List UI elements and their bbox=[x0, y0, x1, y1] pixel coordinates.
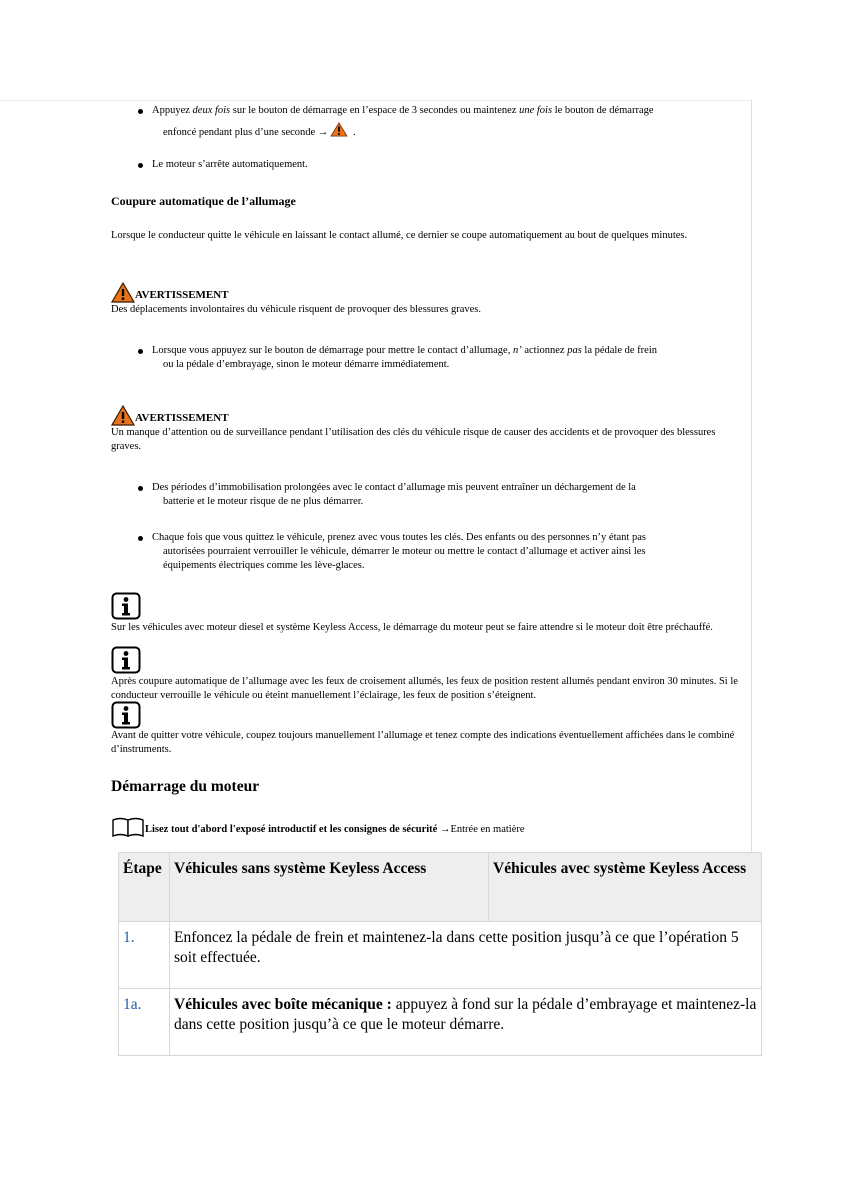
list-item: Appuyez deux fois sur le bouton de démarrage en l’espace de 3 secondes ou maintenez une fois le bouton de démarrage enfoncé pendant plus d’une seconde → . bbox=[138, 104, 752, 140]
info-icon bbox=[111, 701, 141, 729]
page-right-divider bbox=[751, 100, 752, 852]
note-text: Après coupure automatique de l’allumage avec les feux de croisement allumés, les feux de position restent allumés pendant environ 30 minutes. Si le conducteur verrouille le véhicule ou éteint manuellement l’éclairage, les feux de position s’éteignent. bbox=[111, 676, 738, 701]
warning-triangle-icon bbox=[330, 122, 348, 137]
table-header-row bbox=[119, 853, 762, 922]
step-number: 1. bbox=[119, 922, 170, 989]
table-row bbox=[119, 989, 762, 1056]
table-row bbox=[119, 922, 762, 989]
warning-block bbox=[111, 282, 741, 317]
list-item: Lorsque vous appuyez sur le bouton de démarrage pour mettre le contact d’allumage, n’ actionnez pas la pédale de frein ou la pédale d’embrayage, sinon le moteur démarre immédiatement. bbox=[138, 344, 752, 372]
warning-text: Un manque d’attention ou de surveillance pendant l’utilisation des clés du véhicule risque de causer des accidents et de provoquer des blessures graves. bbox=[111, 427, 716, 452]
list-item: Chaque fois que vous quittez le véhicule, prenez avec vous toutes les clés. Des enfants ou des personnes n’y étant pas autorisées pourraient verrouiller le véhicule, démarrer le moteur ou mettre le contact d’allumage et activer ainsi les équipements électriques comme les lève-glaces. bbox=[138, 531, 752, 573]
intro-line: Lisez tout d'abord l'exposé introductif et les consignes de sécurité →Entrée en matière bbox=[111, 817, 741, 837]
step-text: Véhicules avec boîte mécanique : appuyez à fond sur la pédale d’embrayage et maintenez-la dans cette position jusqu’à ce que le moteur démarre. bbox=[170, 989, 762, 1056]
list-item: Le moteur s’arrête automatiquement. bbox=[138, 158, 752, 172]
warning-triangle-icon bbox=[111, 282, 135, 303]
section-heading: Démarrage du moteur bbox=[111, 778, 260, 795]
info-icon bbox=[111, 646, 141, 674]
warning-title: AVERTISSEMENT bbox=[135, 412, 229, 424]
warning-title: AVERTISSEMENT bbox=[135, 289, 229, 301]
note-text: Sur les véhicules avec moteur diesel et système Keyless Access, le démarrage du moteur peut se faire attendre si le moteur doit être préchauffé. bbox=[111, 622, 713, 633]
column-header: Étape bbox=[119, 853, 170, 922]
warning-block bbox=[111, 405, 741, 454]
step-text: Enfoncez la pédale de frein et maintenez-la dans cette position jusqu’à ce que l’opération 5 soit effectuée. bbox=[170, 922, 762, 989]
list-item: Des périodes d’immobilisation prolongées avec le contact d’allumage mis peuvent entraîner un déchargement de la batterie et le moteur risque de ne plus démarrer. bbox=[138, 481, 752, 509]
steps-table bbox=[118, 852, 762, 1056]
cross-reference-link[interactable]: →Entrée en matière bbox=[437, 824, 525, 835]
step-number: 1a. bbox=[119, 989, 170, 1056]
column-header: Véhicules sans système Keyless Access bbox=[170, 853, 489, 922]
paragraph: Lorsque le conducteur quitte le véhicule en laissant le contact allumé, ce dernier se coupe automatiquement au bout de quelques minutes. bbox=[111, 230, 688, 241]
section-heading: Coupure automatique de l’allumage bbox=[111, 194, 296, 208]
book-icon bbox=[111, 817, 145, 837]
note-text: Avant de quitter votre véhicule, coupez toujours manuellement l’allumage et tenez compte des indications éventuellement affichées dans le combiné d’instruments. bbox=[111, 730, 735, 755]
column-header: Véhicules avec système Keyless Access bbox=[489, 853, 762, 922]
info-icon bbox=[111, 592, 141, 620]
warning-text: Des déplacements involontaires du véhicule risquent de provoquer des blessures graves. bbox=[111, 304, 482, 315]
warning-triangle-icon bbox=[111, 405, 135, 426]
page-top-divider bbox=[0, 100, 752, 101]
